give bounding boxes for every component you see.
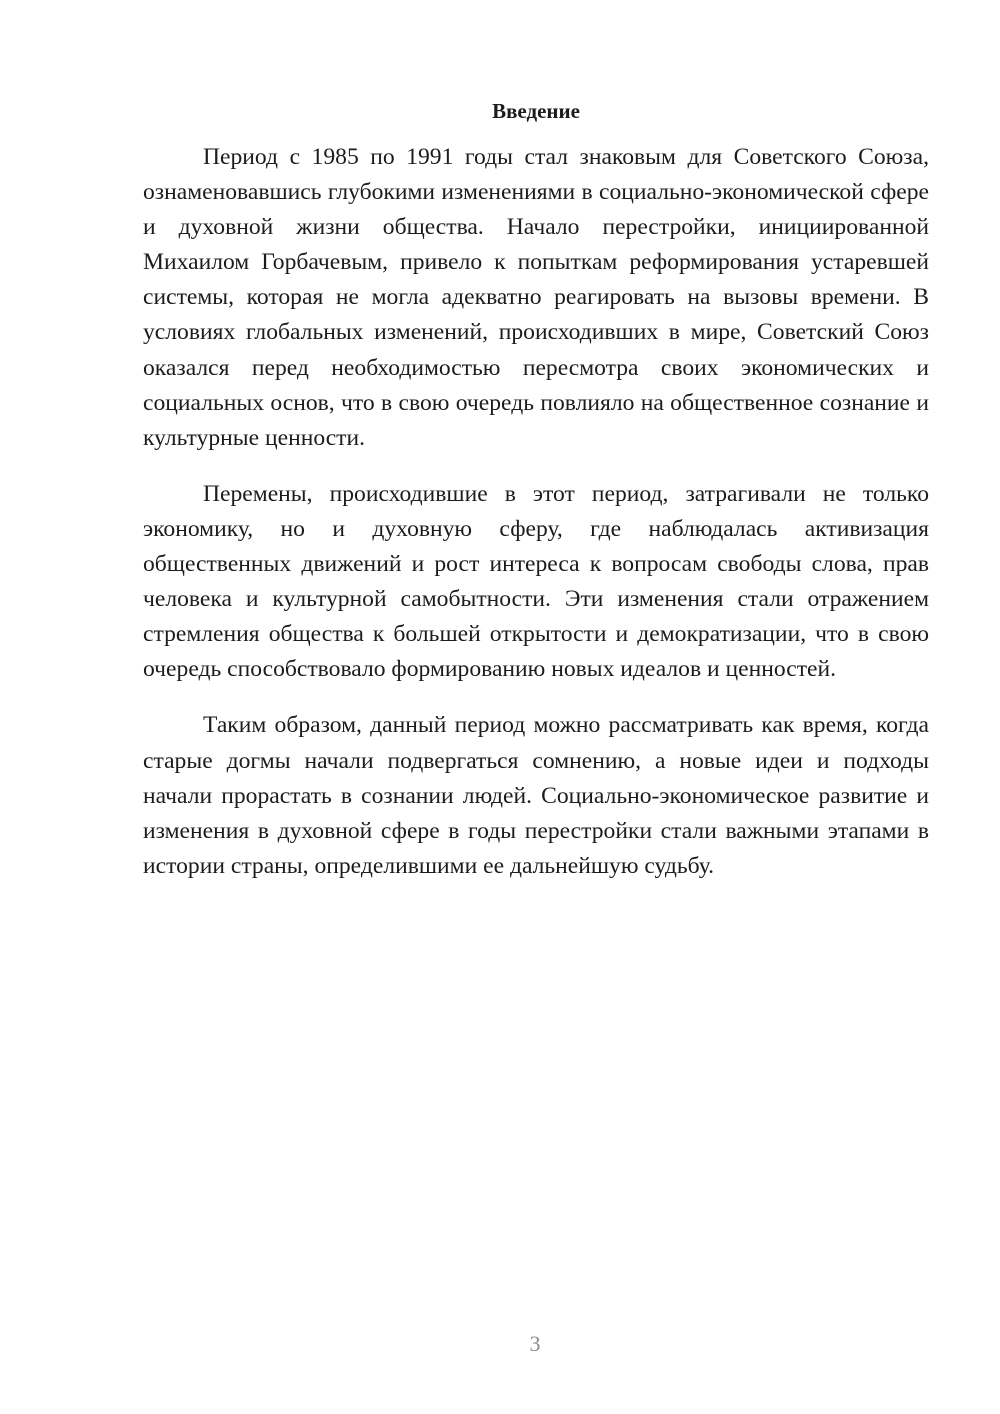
paragraph-2: Перемены, происходившие в этот период, затрагивали не только экономику, но и духовную сферу, где наблюдалась активизация общественных движений и рост интереса к вопросам свободы слова, прав человека и культурной самобытности. Эти изменения стали отражением стремления общества к большей открытости и демократизации, что в свою очередь способствовало формированию новых идеалов и ценностей. [143,480,929,683]
section-title: Введение [492,99,580,123]
paragraph-3: Таким образом, данный период можно рассматривать как время, когда старые догмы начали подвергаться сомнению, а новые идеи и подходы начали прорастать в сознании людей. Социально-экономическое развитие и изменения в духовной сфере в годы перестройки стали важными этапами в истории страны, определившими ее дальнейшую судьбу. [143,712,929,879]
paragraph-1: Период с 1985 по 1991 годы стал знаковым для Советского Союза, ознаменовавшись глубокими изменениями в социально-экономической сфере и духовной жизни общества. Начало перестройки, инициированной Михаилом Горбачевым, привело к попыткам реформирования устаревшей системы, которая не могла адекватно реагировать на вызовы времени. В условиях глобальных изменений, происходивших в мире, Советский Союз оказался перед необходимостью пересмотра своих экономических и социальных основ, что в свою очередь повлияло на общественное сознание и культурные ценности. [143,144,929,451]
page-body [143,96,929,905]
page-number: 3 [529,1331,541,1356]
